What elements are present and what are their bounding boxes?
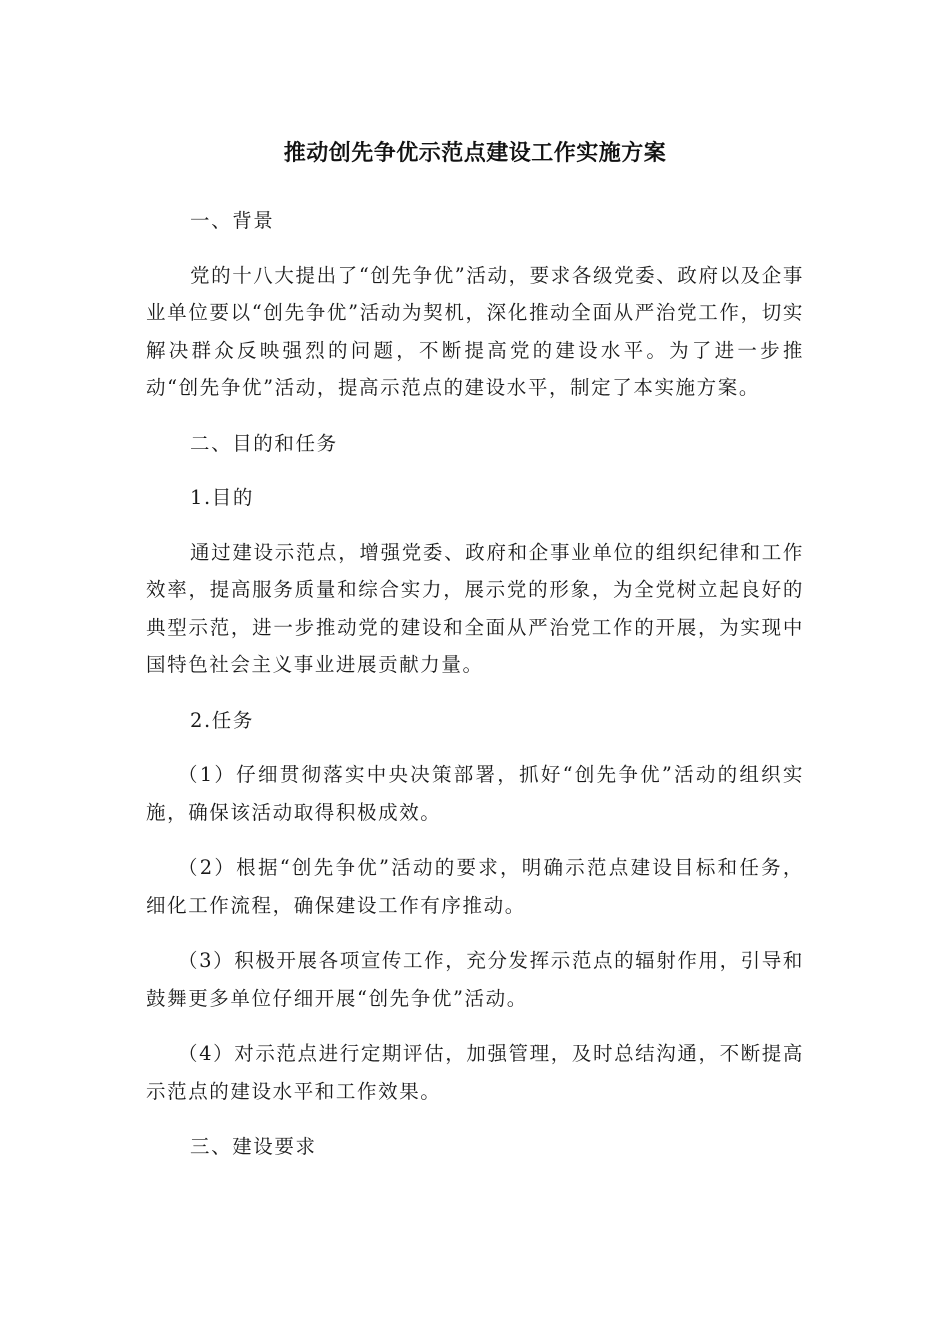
document-body — [146, 202, 804, 1183]
section-heading-goals-tasks: 二、目的和任务 — [190, 431, 338, 455]
subheading-tasks: 2.任务 — [190, 708, 255, 732]
purpose-paragraph: 通过建设示范点，增强党委、政府和企事业单位的组织纪律和工作效率，提高服务质量和综合实力，展示党的形象，为全党树立起良好的典型示范，进一步推动党的建设和全面从严治党工作的开展，为实现中国特色社会主义事业进展贡献力量。 — [146, 540, 804, 676]
task-item-2: （2）根据“创先争优”活动的要求，明确示范点建设目标和任务，细化工作流程，确保建设工作有序推动。 — [146, 856, 804, 917]
task-item-3: （3）积极开展各项宣传工作，充分发挥示范点的辐射作用，引导和鼓舞更多单位仔细开展“创先争优”活动。 — [146, 949, 804, 1010]
background-paragraph: 党的十八大提出了“创先争优”活动，要求各级党委、政府以及企事业单位要以“创先争优”活动为契机，深化推动全面从严治党工作，切实解决群众反映强烈的问题，不断提高党的建设水平。为了进一步推动“创先争优”活动，提高示范点的建设水平，制定了本实施方案。 — [146, 263, 804, 399]
document-title: 推动创先争优示范点建设工作实施方案 — [283, 141, 667, 166]
task-item-4: （4）对示范点进行定期评估，加强管理，及时总结沟通，不断提高示范点的建设水平和工作效果。 — [146, 1042, 804, 1103]
task-item-1: （1）仔细贯彻落实中央决策部署，抓好“创先争优”活动的组织实施，确保该活动取得积极成效。 — [146, 763, 804, 824]
section-heading-requirements: 三、建设要求 — [190, 1135, 317, 1158]
section-heading-background: 一、背景 — [190, 209, 275, 232]
subheading-purpose: 1.目的 — [190, 486, 255, 509]
